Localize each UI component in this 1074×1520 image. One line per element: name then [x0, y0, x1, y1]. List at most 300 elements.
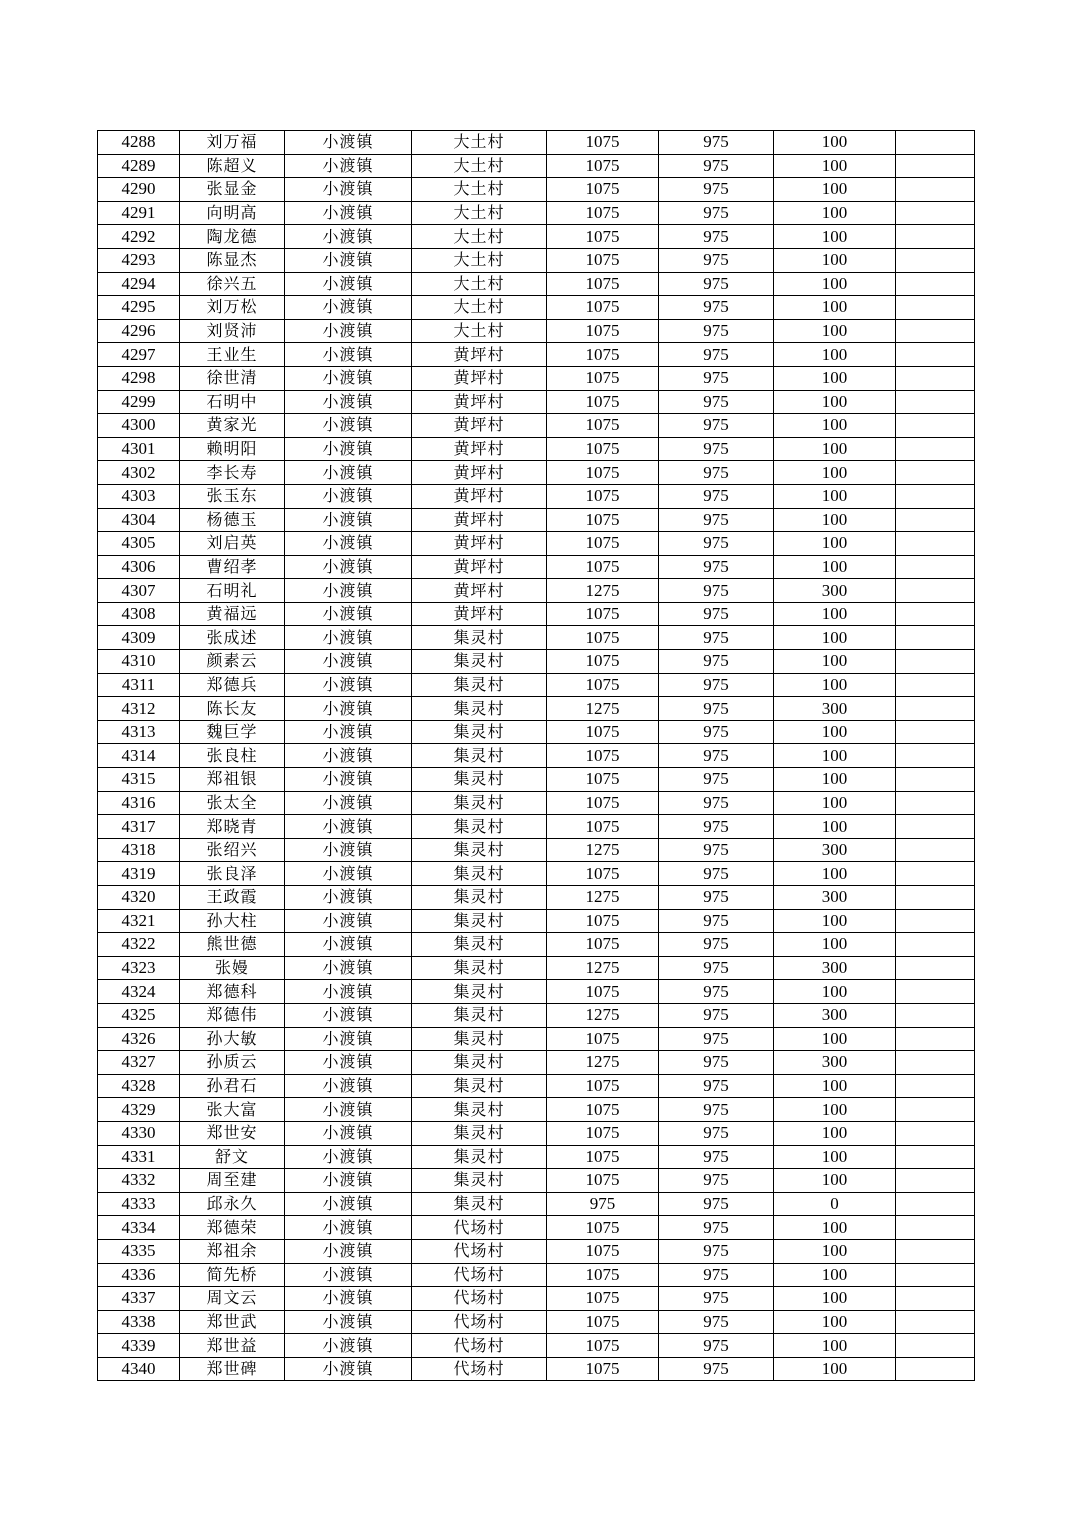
table-row — [98, 461, 975, 485]
remark-cell — [896, 1216, 975, 1240]
village-cell: 集灵村 — [412, 650, 547, 674]
table-row — [98, 248, 975, 272]
serial-cell: 4316 — [98, 791, 180, 815]
name-cell: 张良泽 — [180, 862, 285, 886]
town-cell: 小渡镇 — [285, 319, 412, 343]
table-row — [98, 579, 975, 603]
serial-cell: 4304 — [98, 508, 180, 532]
serial-cell: 4323 — [98, 956, 180, 980]
base-cell: 975 — [659, 1121, 774, 1145]
difference-cell: 100 — [774, 744, 896, 768]
difference-cell: 100 — [774, 414, 896, 438]
amount-cell: 1075 — [547, 296, 659, 320]
name-cell: 郑世安 — [180, 1121, 285, 1145]
difference-cell: 100 — [774, 225, 896, 249]
village-cell: 代场村 — [412, 1287, 547, 1311]
table-row — [98, 626, 975, 650]
town-cell: 小渡镇 — [285, 791, 412, 815]
amount-cell: 1075 — [547, 319, 659, 343]
serial-cell: 4331 — [98, 1145, 180, 1169]
village-cell: 集灵村 — [412, 862, 547, 886]
base-cell: 975 — [659, 154, 774, 178]
table-row — [98, 909, 975, 933]
difference-cell: 100 — [774, 201, 896, 225]
serial-cell: 4297 — [98, 343, 180, 367]
remark-cell — [896, 1121, 975, 1145]
difference-cell: 100 — [774, 1169, 896, 1193]
remark-cell — [896, 508, 975, 532]
village-cell: 集灵村 — [412, 768, 547, 792]
serial-cell: 4303 — [98, 484, 180, 508]
amount-cell: 1075 — [547, 248, 659, 272]
serial-cell: 4322 — [98, 933, 180, 957]
serial-cell: 4330 — [98, 1121, 180, 1145]
difference-cell: 100 — [774, 1287, 896, 1311]
village-cell: 集灵村 — [412, 933, 547, 957]
name-cell: 张玉东 — [180, 484, 285, 508]
amount-cell: 1075 — [547, 1287, 659, 1311]
difference-cell: 100 — [774, 555, 896, 579]
difference-cell: 100 — [774, 1263, 896, 1287]
village-cell: 黄坪村 — [412, 390, 547, 414]
town-cell: 小渡镇 — [285, 178, 412, 202]
remark-cell — [896, 626, 975, 650]
serial-cell: 4311 — [98, 673, 180, 697]
base-cell: 975 — [659, 1192, 774, 1216]
village-cell: 集灵村 — [412, 909, 547, 933]
difference-cell: 100 — [774, 343, 896, 367]
base-cell: 975 — [659, 744, 774, 768]
name-cell: 孙君石 — [180, 1074, 285, 1098]
name-cell: 张成述 — [180, 626, 285, 650]
amount-cell: 1075 — [547, 225, 659, 249]
name-cell: 魏巨学 — [180, 720, 285, 744]
town-cell: 小渡镇 — [285, 1121, 412, 1145]
village-cell: 集灵村 — [412, 1121, 547, 1145]
town-cell: 小渡镇 — [285, 650, 412, 674]
village-cell: 黄坪村 — [412, 602, 547, 626]
base-cell: 975 — [659, 225, 774, 249]
table-row — [98, 602, 975, 626]
amount-cell: 1275 — [547, 579, 659, 603]
town-cell: 小渡镇 — [285, 626, 412, 650]
difference-cell: 300 — [774, 1051, 896, 1075]
village-cell: 集灵村 — [412, 886, 547, 910]
name-cell: 简先桥 — [180, 1263, 285, 1287]
village-cell: 代场村 — [412, 1239, 547, 1263]
base-cell: 975 — [659, 437, 774, 461]
base-cell: 975 — [659, 1239, 774, 1263]
remark-cell — [896, 1287, 975, 1311]
remark-cell — [896, 980, 975, 1004]
remark-cell — [896, 414, 975, 438]
village-cell: 集灵村 — [412, 673, 547, 697]
town-cell: 小渡镇 — [285, 555, 412, 579]
village-cell: 代场村 — [412, 1263, 547, 1287]
remark-cell — [896, 390, 975, 414]
table-row — [98, 1027, 975, 1051]
name-cell: 杨德玉 — [180, 508, 285, 532]
town-cell: 小渡镇 — [285, 1287, 412, 1311]
remark-cell — [896, 1027, 975, 1051]
table-row — [98, 1287, 975, 1311]
amount-cell: 1075 — [547, 1169, 659, 1193]
base-cell: 975 — [659, 768, 774, 792]
difference-cell: 300 — [774, 579, 896, 603]
table-body — [98, 131, 975, 1381]
remark-cell — [896, 791, 975, 815]
amount-cell: 1075 — [547, 366, 659, 390]
serial-cell: 4321 — [98, 909, 180, 933]
difference-cell: 100 — [774, 1027, 896, 1051]
data-table — [97, 130, 975, 1381]
remark-cell — [896, 272, 975, 296]
difference-cell: 100 — [774, 1310, 896, 1334]
serial-cell: 4289 — [98, 154, 180, 178]
difference-cell: 100 — [774, 1145, 896, 1169]
town-cell: 小渡镇 — [285, 1169, 412, 1193]
base-cell: 975 — [659, 555, 774, 579]
town-cell: 小渡镇 — [285, 744, 412, 768]
table-row — [98, 437, 975, 461]
base-cell: 975 — [659, 1027, 774, 1051]
amount-cell: 1075 — [547, 1263, 659, 1287]
difference-cell: 100 — [774, 1239, 896, 1263]
name-cell: 张大富 — [180, 1098, 285, 1122]
village-cell: 集灵村 — [412, 1027, 547, 1051]
serial-cell: 4300 — [98, 414, 180, 438]
remark-cell — [896, 319, 975, 343]
remark-cell — [896, 484, 975, 508]
base-cell: 975 — [659, 838, 774, 862]
table-row — [98, 390, 975, 414]
difference-cell: 100 — [774, 296, 896, 320]
village-cell: 黄坪村 — [412, 366, 547, 390]
name-cell: 郑祖银 — [180, 768, 285, 792]
amount-cell: 1075 — [547, 720, 659, 744]
name-cell: 孙大敏 — [180, 1027, 285, 1051]
remark-cell — [896, 1003, 975, 1027]
difference-cell: 100 — [774, 248, 896, 272]
table-row — [98, 1051, 975, 1075]
table-row — [98, 862, 975, 886]
table-row — [98, 532, 975, 556]
amount-cell: 1075 — [547, 343, 659, 367]
base-cell: 975 — [659, 956, 774, 980]
serial-cell: 4315 — [98, 768, 180, 792]
village-cell: 大土村 — [412, 248, 547, 272]
table-row — [98, 720, 975, 744]
remark-cell — [896, 1074, 975, 1098]
base-cell: 975 — [659, 602, 774, 626]
name-cell: 郑祖余 — [180, 1239, 285, 1263]
town-cell: 小渡镇 — [285, 1239, 412, 1263]
village-cell: 黄坪村 — [412, 484, 547, 508]
difference-cell: 100 — [774, 673, 896, 697]
name-cell: 张嫚 — [180, 956, 285, 980]
base-cell: 975 — [659, 296, 774, 320]
village-cell: 集灵村 — [412, 980, 547, 1004]
name-cell: 邱永久 — [180, 1192, 285, 1216]
remark-cell — [896, 201, 975, 225]
base-cell: 975 — [659, 1098, 774, 1122]
table-row — [98, 1310, 975, 1334]
base-cell: 975 — [659, 673, 774, 697]
amount-cell: 1075 — [547, 154, 659, 178]
remark-cell — [896, 1239, 975, 1263]
serial-cell: 4339 — [98, 1334, 180, 1358]
difference-cell: 100 — [774, 508, 896, 532]
difference-cell: 100 — [774, 1334, 896, 1358]
base-cell: 975 — [659, 862, 774, 886]
village-cell: 集灵村 — [412, 956, 547, 980]
remark-cell — [896, 343, 975, 367]
amount-cell: 1075 — [547, 626, 659, 650]
amount-cell: 1075 — [547, 673, 659, 697]
name-cell: 徐兴五 — [180, 272, 285, 296]
name-cell: 王政霞 — [180, 886, 285, 910]
amount-cell: 1075 — [547, 1098, 659, 1122]
difference-cell: 100 — [774, 1074, 896, 1098]
amount-cell: 975 — [547, 1192, 659, 1216]
remark-cell — [896, 532, 975, 556]
town-cell: 小渡镇 — [285, 1357, 412, 1381]
table-row — [98, 673, 975, 697]
table-row — [98, 1098, 975, 1122]
base-cell: 975 — [659, 791, 774, 815]
town-cell: 小渡镇 — [285, 272, 412, 296]
town-cell: 小渡镇 — [285, 720, 412, 744]
serial-cell: 4298 — [98, 366, 180, 390]
remark-cell — [896, 815, 975, 839]
serial-cell: 4338 — [98, 1310, 180, 1334]
table-row — [98, 225, 975, 249]
town-cell: 小渡镇 — [285, 673, 412, 697]
serial-cell: 4324 — [98, 980, 180, 1004]
town-cell: 小渡镇 — [285, 815, 412, 839]
difference-cell: 100 — [774, 272, 896, 296]
table-row — [98, 178, 975, 202]
base-cell: 975 — [659, 343, 774, 367]
name-cell: 郑德伟 — [180, 1003, 285, 1027]
serial-cell: 4333 — [98, 1192, 180, 1216]
serial-cell: 4295 — [98, 296, 180, 320]
amount-cell: 1075 — [547, 602, 659, 626]
name-cell: 郑世武 — [180, 1310, 285, 1334]
name-cell: 周文云 — [180, 1287, 285, 1311]
serial-cell: 4336 — [98, 1263, 180, 1287]
amount-cell: 1075 — [547, 1239, 659, 1263]
amount-cell: 1075 — [547, 508, 659, 532]
village-cell: 代场村 — [412, 1357, 547, 1381]
table-row — [98, 1074, 975, 1098]
difference-cell: 100 — [774, 1216, 896, 1240]
amount-cell: 1075 — [547, 201, 659, 225]
difference-cell: 300 — [774, 886, 896, 910]
base-cell: 975 — [659, 414, 774, 438]
remark-cell — [896, 650, 975, 674]
amount-cell: 1275 — [547, 838, 659, 862]
name-cell: 郑晓青 — [180, 815, 285, 839]
village-cell: 黄坪村 — [412, 579, 547, 603]
town-cell: 小渡镇 — [285, 508, 412, 532]
town-cell: 小渡镇 — [285, 768, 412, 792]
village-cell: 大土村 — [412, 178, 547, 202]
village-cell: 代场村 — [412, 1216, 547, 1240]
town-cell: 小渡镇 — [285, 980, 412, 1004]
table-row — [98, 1169, 975, 1193]
remark-cell — [896, 1169, 975, 1193]
remark-cell — [896, 768, 975, 792]
table-row — [98, 1216, 975, 1240]
serial-cell: 4299 — [98, 390, 180, 414]
table-row — [98, 1121, 975, 1145]
remark-cell — [896, 555, 975, 579]
village-cell: 集灵村 — [412, 1169, 547, 1193]
village-cell: 集灵村 — [412, 838, 547, 862]
amount-cell: 1075 — [547, 1145, 659, 1169]
amount-cell: 1275 — [547, 956, 659, 980]
remark-cell — [896, 744, 975, 768]
difference-cell: 100 — [774, 602, 896, 626]
amount-cell: 1275 — [547, 697, 659, 721]
serial-cell: 4337 — [98, 1287, 180, 1311]
table-row — [98, 697, 975, 721]
remark-cell — [896, 296, 975, 320]
serial-cell: 4308 — [98, 602, 180, 626]
base-cell: 975 — [659, 1334, 774, 1358]
base-cell: 975 — [659, 1169, 774, 1193]
table-row — [98, 1334, 975, 1358]
amount-cell: 1075 — [547, 1310, 659, 1334]
village-cell: 大土村 — [412, 154, 547, 178]
table-row — [98, 201, 975, 225]
village-cell: 黄坪村 — [412, 461, 547, 485]
base-cell: 975 — [659, 366, 774, 390]
serial-cell: 4310 — [98, 650, 180, 674]
serial-cell: 4320 — [98, 886, 180, 910]
remark-cell — [896, 862, 975, 886]
town-cell: 小渡镇 — [285, 131, 412, 155]
name-cell: 郑世益 — [180, 1334, 285, 1358]
difference-cell: 300 — [774, 1003, 896, 1027]
town-cell: 小渡镇 — [285, 532, 412, 556]
table-row — [98, 933, 975, 957]
amount-cell: 1075 — [547, 768, 659, 792]
remark-cell — [896, 1310, 975, 1334]
name-cell: 孙大柱 — [180, 909, 285, 933]
village-cell: 黄坪村 — [412, 532, 547, 556]
table-row — [98, 366, 975, 390]
village-cell: 集灵村 — [412, 815, 547, 839]
name-cell: 刘万福 — [180, 131, 285, 155]
amount-cell: 1075 — [547, 555, 659, 579]
table-row — [98, 650, 975, 674]
difference-cell: 300 — [774, 956, 896, 980]
name-cell: 张太全 — [180, 791, 285, 815]
name-cell: 刘贤沛 — [180, 319, 285, 343]
village-cell: 大土村 — [412, 319, 547, 343]
base-cell: 975 — [659, 1074, 774, 1098]
base-cell: 975 — [659, 1051, 774, 1075]
town-cell: 小渡镇 — [285, 366, 412, 390]
town-cell: 小渡镇 — [285, 1145, 412, 1169]
serial-cell: 4328 — [98, 1074, 180, 1098]
name-cell: 曹绍孝 — [180, 555, 285, 579]
serial-cell: 4327 — [98, 1051, 180, 1075]
village-cell: 黄坪村 — [412, 437, 547, 461]
table-row — [98, 343, 975, 367]
base-cell: 975 — [659, 272, 774, 296]
remark-cell — [896, 225, 975, 249]
serial-cell: 4307 — [98, 579, 180, 603]
difference-cell: 100 — [774, 1098, 896, 1122]
base-cell: 975 — [659, 579, 774, 603]
remark-cell — [896, 1051, 975, 1075]
amount-cell: 1275 — [547, 1003, 659, 1027]
name-cell: 向明高 — [180, 201, 285, 225]
name-cell: 陈显杰 — [180, 248, 285, 272]
village-cell: 集灵村 — [412, 744, 547, 768]
serial-cell: 4290 — [98, 178, 180, 202]
town-cell: 小渡镇 — [285, 414, 412, 438]
town-cell: 小渡镇 — [285, 437, 412, 461]
amount-cell: 1075 — [547, 437, 659, 461]
village-cell: 集灵村 — [412, 1051, 547, 1075]
remark-cell — [896, 437, 975, 461]
town-cell: 小渡镇 — [285, 1074, 412, 1098]
town-cell: 小渡镇 — [285, 461, 412, 485]
town-cell: 小渡镇 — [285, 154, 412, 178]
table-row — [98, 414, 975, 438]
town-cell: 小渡镇 — [285, 886, 412, 910]
village-cell: 集灵村 — [412, 626, 547, 650]
table-row — [98, 1003, 975, 1027]
difference-cell: 100 — [774, 909, 896, 933]
base-cell: 975 — [659, 933, 774, 957]
amount-cell: 1075 — [547, 791, 659, 815]
amount-cell: 1075 — [547, 1334, 659, 1358]
base-cell: 975 — [659, 532, 774, 556]
base-cell: 975 — [659, 1310, 774, 1334]
base-cell: 975 — [659, 1145, 774, 1169]
town-cell: 小渡镇 — [285, 1216, 412, 1240]
town-cell: 小渡镇 — [285, 956, 412, 980]
amount-cell: 1075 — [547, 933, 659, 957]
name-cell: 赖明阳 — [180, 437, 285, 461]
town-cell: 小渡镇 — [285, 248, 412, 272]
amount-cell: 1075 — [547, 484, 659, 508]
amount-cell: 1075 — [547, 980, 659, 1004]
difference-cell: 100 — [774, 131, 896, 155]
name-cell: 石明礼 — [180, 579, 285, 603]
base-cell: 975 — [659, 886, 774, 910]
name-cell: 郑德兵 — [180, 673, 285, 697]
amount-cell: 1075 — [547, 414, 659, 438]
amount-cell: 1075 — [547, 532, 659, 556]
village-cell: 集灵村 — [412, 1003, 547, 1027]
difference-cell: 100 — [774, 862, 896, 886]
name-cell: 颜素云 — [180, 650, 285, 674]
difference-cell: 100 — [774, 1357, 896, 1381]
village-cell: 大土村 — [412, 201, 547, 225]
amount-cell: 1075 — [547, 390, 659, 414]
serial-cell: 4332 — [98, 1169, 180, 1193]
name-cell: 张绍兴 — [180, 838, 285, 862]
base-cell: 975 — [659, 508, 774, 532]
base-cell: 975 — [659, 178, 774, 202]
remark-cell — [896, 956, 975, 980]
